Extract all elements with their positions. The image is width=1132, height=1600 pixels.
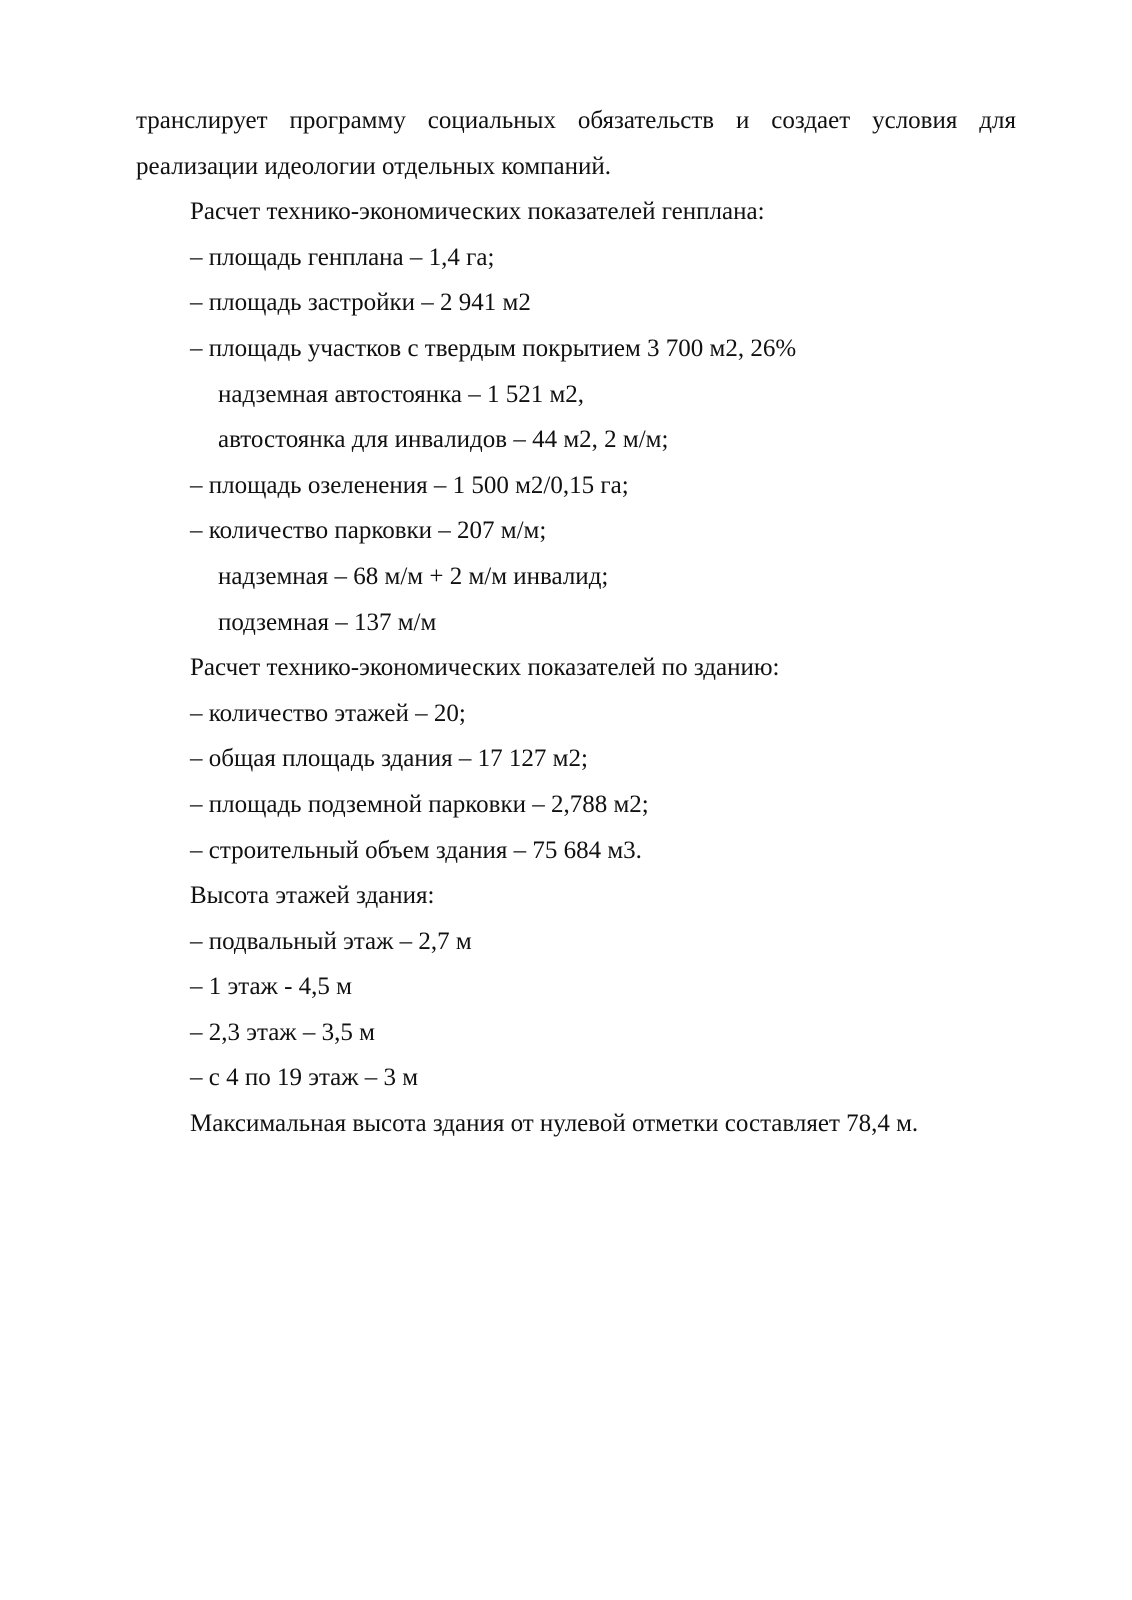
section-heading: Высота этажей здания: <box>190 882 435 910</box>
list-item: – подвальный этаж – 2,7 м <box>190 927 472 955</box>
list-item: – количество этажей – 20; <box>190 699 466 727</box>
list-item: – строительный объем здания – 75 684 м3. <box>190 836 642 864</box>
sub-list-item: подземная – 137 м/м <box>218 608 437 636</box>
sub-list-item: надземная автостоянка – 1 521 м2, <box>218 380 585 408</box>
section-heading: Расчет технико-экономических показателей по зданию: <box>190 654 780 682</box>
list-item: – площадь подземной парковки – 2,788 м2; <box>190 790 649 818</box>
list-item: – общая площадь здания – 17 127 м2; <box>190 745 588 773</box>
section-heading: Расчет технико-экономических показателей генплана: <box>190 198 765 226</box>
list-item: – площадь генплана – 1,4 га; <box>190 243 495 271</box>
list-item: – с 4 по 19 этаж – 3 м <box>190 1064 419 1092</box>
list-item: – 1 этаж - 4,5 м <box>190 973 352 1001</box>
paragraph-line: реализации идеологии отдельных компаний. <box>136 152 611 180</box>
list-item: – площадь озеленения – 1 500 м2/0,15 га; <box>190 471 629 499</box>
sub-list-item: автостоянка для инвалидов – 44 м2, 2 м/м; <box>218 426 669 454</box>
list-item: – площадь участков с твердым покрытием 3 700 м2, 26% <box>190 334 797 362</box>
document-body <box>136 98 1016 1147</box>
summary-line: Максимальная высота здания от нулевой отметки составляет 78,4 м. <box>190 1110 919 1138</box>
list-item: – 2,3 этаж – 3,5 м <box>190 1018 375 1046</box>
list-item: – количество парковки – 207 м/м; <box>190 517 547 545</box>
sub-list-item: надземная – 68 м/м + 2 м/м инвалид; <box>218 562 609 590</box>
paragraph-line: транслирует программу социальных обязательств и создает условия для <box>136 107 1016 134</box>
list-item: – площадь застройки – 2 941 м2 <box>190 289 531 317</box>
